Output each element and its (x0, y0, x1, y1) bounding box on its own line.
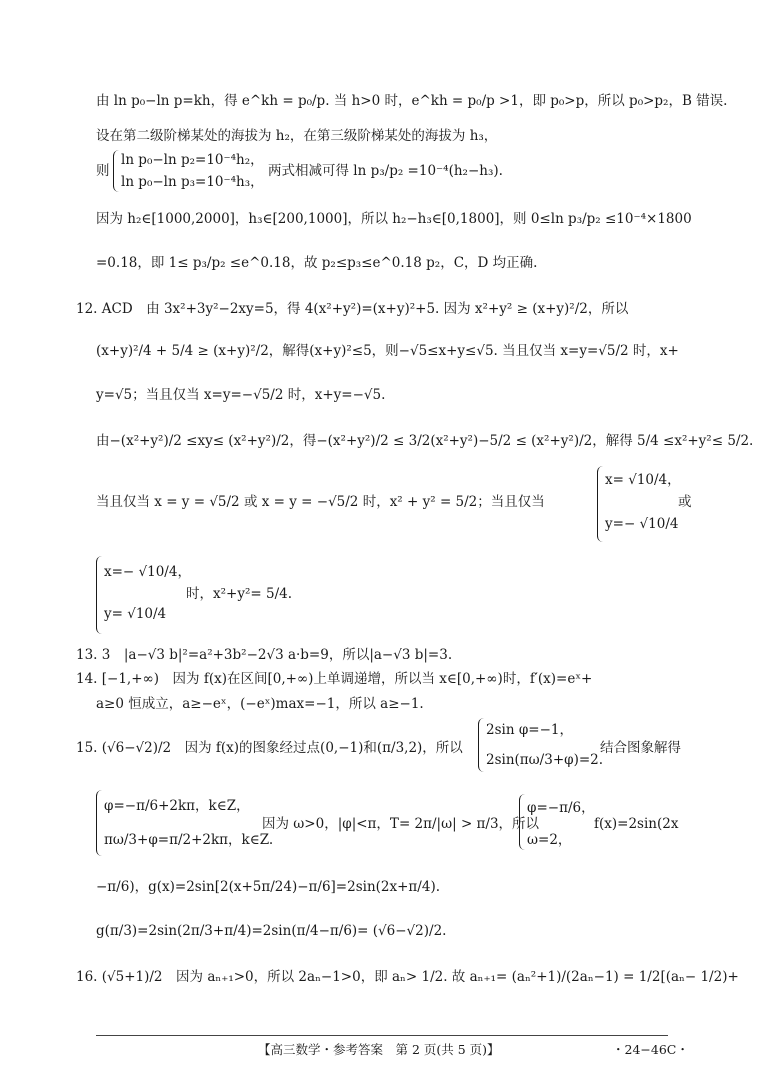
text-line: =0.18，即 1≤ p₃/p₂ ≤e^0.18，故 p₂≤p₃≤e^0.18 p₂，C，D 均正确. (96, 255, 538, 271)
system-line: 2sin φ=−1， (486, 722, 573, 738)
text-line: g(π/3)=2sin(2π/3+π/4)=2sin(π/4−π/6)= (√6−√2)/2. (96, 923, 447, 939)
text-line: 结合图象解得 (600, 740, 681, 756)
footer-right: ・24−46C・ (612, 1042, 689, 1057)
problem-12-line: 12. ACD 由 3x²+3y²−2xy=5，得 4(x²+y²)=(x+y)²+5. 因为 x²+y² ≥ (x+y)²/2，所以 (76, 301, 629, 317)
text-line: (x+y)²/4 + 5/4 ≥ (x+y)²/2，解得(x+y)²≤5，则−√5≤x+y≤√5. 当且仅当 x=y=√5/2 时，x+ (96, 343, 679, 359)
text-line: 设在第二级阶梯某处的海拔为 h₂，在第三级阶梯某处的海拔为 h₃， (96, 128, 498, 144)
text-line: 两式相减可得 ln p₃/p₂ =10⁻⁴(h₂−h₃). (268, 163, 503, 179)
text-line: y=√5；当且仅当 x=y=−√5/2 时，x+y=−√5. (96, 387, 386, 403)
text-line: f(x)=2sin(2x (594, 816, 679, 832)
footer-rule (96, 1035, 668, 1036)
text-line: 当且仅当 x = y = √5/2 或 x = y = −√5/2 时，x² + y² = 5/2；当且仅当 (96, 494, 545, 510)
brace (96, 790, 102, 856)
text-line: a≥0 恒成立，a≥−eˣ，(−eˣ)max=−1，所以 a≥−1. (96, 696, 424, 712)
system-line: φ=−π/6+2kπ，k∈Z， (104, 798, 250, 814)
text-line: 因为 ω>0，|φ|<π，T= 2π/|ω| > π/3，所以 (262, 816, 540, 832)
text-line: 则 (96, 163, 110, 179)
problem-13-line: 13. 3 |a−√3 b|²=a²+3b²−2√3 a·b=9，所以|a−√3 b|=3. (76, 647, 453, 663)
brace (478, 718, 484, 772)
text-line: 时，x²+y²= 5/4. (186, 586, 292, 602)
text-line: 由 ln p₀−ln p=kh，得 e^kh = p₀/p. 当 h>0 时，e^kh = p₀/p >1，即 p₀>p，所以 p₀>p₂，B 错误. (96, 93, 728, 109)
text-line: −π/6)，g(x)=2sin[2(x+5π/24)−π/6]=2sin(2x+π/4). (96, 879, 440, 895)
text-line: 或 (678, 494, 692, 510)
brace (519, 794, 525, 850)
system-line: ω=2， (527, 832, 572, 848)
problem-16-line: 16. (√5+1)/2 因为 aₙ₊₁>0，所以 2aₙ−1>0，即 aₙ> 1/2. 故 aₙ₊₁= (aₙ²+1)/(2aₙ−1) = 1/2[(aₙ− 1/2)+ (76, 969, 739, 985)
system-line: x= √10/4， (605, 472, 681, 488)
brace (113, 150, 119, 192)
problem-14-line: 14. [−1,+∞) 因为 f(x)在区间[0,+∞)上单调递增，所以当 x∈[0,+∞)时，f′(x)=eˣ+ (76, 671, 593, 687)
system-line: y=− √10/4 (605, 516, 679, 532)
footer-center: 【高三数学・参考答案 第 2 页(共 5 页)】 (258, 1042, 500, 1057)
system-line: ln p₀−ln p₂=10⁻⁴h₂， (121, 152, 264, 168)
system-line: φ=−π/6， (527, 800, 595, 816)
text-line: 由−(x²+y²)/2 ≤xy≤ (x²+y²)/2，得−(x²+y²)/2 ≤ 3/2(x²+y²)−5/2 ≤ (x²+y²)/2，解得 5/4 ≤x²+y²≤ 5/2. (96, 433, 754, 449)
text-line: 因为 h₂∈[1000,2000]，h₃∈[200,1000]，所以 h₂−h₃∈[0,1800]，则 0≤ln p₃/p₂ ≤10⁻⁴×1800 (96, 211, 692, 227)
brace (597, 466, 603, 542)
system-line: y= √10/4 (104, 606, 167, 622)
problem-15-line: 15. (√6−√2)/2 因为 f(x)的图象经过点(0,−1)和(π/3,2)，所以 (76, 740, 463, 756)
system-line: 2sin(πω/3+φ)=2. (486, 752, 604, 768)
system-line: ln p₀−ln p₃=10⁻⁴h₃， (121, 174, 264, 190)
system-line: πω/3+φ=π/2+2kπ，k∈Z. (104, 832, 274, 848)
system-line: x=− √10/4， (104, 564, 191, 580)
brace (96, 556, 102, 634)
